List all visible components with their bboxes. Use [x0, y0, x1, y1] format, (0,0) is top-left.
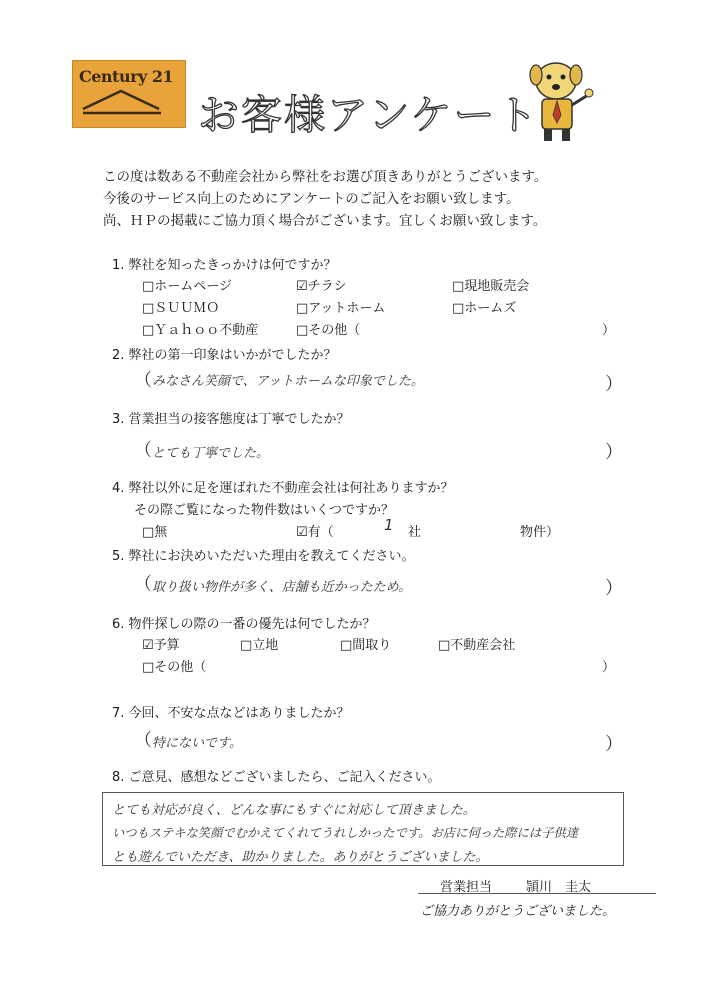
thanks-text: ご協力ありがとうございました。 — [420, 904, 616, 919]
question-8-label: 8. ご意見、感想などございましたら、ご記入ください。 — [112, 770, 441, 785]
q6-option-location[interactable]: □立地 — [240, 638, 279, 653]
question-7-label: 7. 今回、不安な点などはありましたか？ — [112, 706, 350, 721]
q5-open-paren: （ — [134, 574, 152, 595]
q6-option-budget[interactable]: ☑予算 — [142, 638, 180, 653]
q7-answer: 特にないです。 — [152, 736, 242, 751]
q5-close-paren: ） — [605, 578, 623, 599]
q8-comment-line-2: いつもステキな笑顔でむかえてくれてうれしかったです。お店に伺った際には子供達 — [112, 826, 579, 840]
q7-open-paren: （ — [134, 730, 152, 751]
q1-option-homepage[interactable]: □ホームページ — [142, 279, 233, 294]
question-1-label: 1. 弊社を知ったきっかけは何ですか？ — [112, 258, 337, 273]
signature-line — [418, 893, 656, 894]
question-2-label: 2. 弊社の第一印象はいかがでしたか？ — [112, 348, 337, 363]
q1-option-yahoo[interactable]: □Ｙａｈｏｏ不動産 — [142, 323, 259, 338]
q3-close-paren: ） — [605, 442, 623, 463]
q6-option-agency[interactable]: □不動産会社 — [438, 638, 516, 653]
staff-label: 営業担当 — [440, 880, 493, 895]
q4-property-unit: 物件） — [520, 525, 560, 540]
q6-option-other[interactable]: □その他（ — [142, 660, 207, 675]
page-title: お客様アンケート — [198, 91, 540, 139]
dog-mascot-icon — [522, 55, 602, 145]
question-6-label: 6. 物件探しの際の一番の優先は何でしたか？ — [112, 617, 376, 632]
q6-option-layout[interactable]: □間取り — [340, 638, 392, 653]
q4-option-none[interactable]: □無 — [142, 525, 168, 540]
question-3-label: 3. 営業担当の接客態度は丁寧でしたか？ — [112, 412, 350, 427]
q3-answer: とても丁寧でした。 — [152, 446, 270, 461]
intro-line-3: 尚、ＨＰの掲載にご協力頂く場合がございます。宜しくお願い致します。 — [103, 213, 547, 229]
question-5-label: 5. 弊社にお決めいただいた理由を教えてください。 — [112, 549, 415, 564]
q4-company-unit: 社 — [408, 525, 422, 540]
intro-line-1: この度は数ある不動産会社から弊社をお選び頂きありがとうございます。 — [103, 169, 548, 185]
question-4-label: 4. 弊社以外に足を運ばれた不動産会社は何社ありますか？ — [112, 481, 454, 496]
q1-option-suumo[interactable]: □ＳＵＵＭＯ — [142, 301, 220, 316]
q4-company-count: 1 — [384, 516, 394, 534]
q1-other-close: ） — [602, 323, 616, 338]
q6-other-close: ） — [602, 660, 616, 675]
q2-open-paren: （ — [134, 370, 152, 391]
house-roof-icon — [81, 87, 177, 121]
question-4-label-2: その際ご覧になった物件数はいくつですか？ — [134, 503, 395, 518]
q2-answer: みなさん笑顔で、アットホームな印象でした。 — [152, 374, 424, 389]
staff-name: 頴川 圭太 — [526, 880, 592, 895]
q8-comment-line-1: とても対応が良く、どんな事にもすぐに対応して頂きました。 — [112, 803, 476, 818]
q1-option-flyer[interactable]: ☑チラシ — [296, 279, 347, 294]
q4-option-yes[interactable]: ☑有（ — [296, 525, 334, 540]
q1-option-homes[interactable]: □ホームズ — [452, 301, 517, 316]
intro-line-2: 今後のサービス向上のためにアンケートのご記入をお願い致します。 — [103, 191, 520, 207]
q8-comment-line-3: とも遊んでいただき、助かりました。ありがとうございました。 — [112, 850, 489, 865]
q1-option-other[interactable]: □その他（ — [296, 323, 361, 338]
century21-logo — [72, 60, 186, 128]
q1-option-open-house[interactable]: □現地販売会 — [452, 279, 530, 294]
q7-close-paren: ） — [605, 734, 623, 755]
q1-option-athome[interactable]: □アットホーム — [296, 301, 386, 316]
logo-text: Century 21 — [79, 67, 174, 86]
q5-answer: 取り扱い物件が多く、店舗も近かったため。 — [152, 580, 412, 595]
q2-close-paren: ） — [605, 374, 623, 395]
q3-open-paren: （ — [134, 440, 152, 461]
